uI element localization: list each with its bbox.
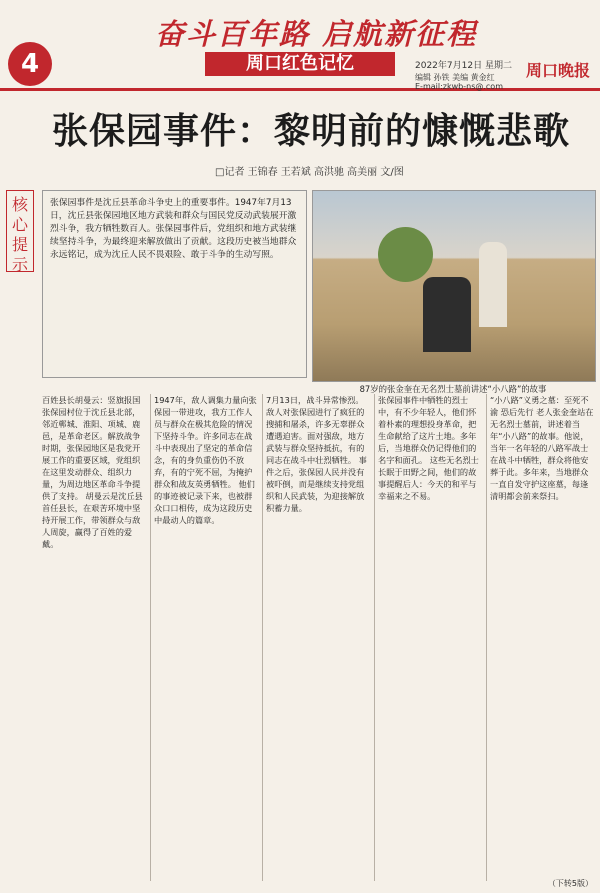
banner-main: 奋斗百年路 启航新征程 [155, 17, 478, 51]
core-summary-box: 张保园事件是沈丘县革命斗争史上的重要事件。1947年7月13日，沈丘县张保园地区地方武装和群众与国民党反动武装展开激烈斗争，我方牺牲数百人。张保园事件后，党组织和地方武装继续坚持斗争，为最终迎来解放做出了贡献。这段历史被当地群众永远铭记，成为沈丘人民不畏艰险、敢于斗争的生动写照。 [42, 190, 307, 378]
photo-tombstone [423, 277, 471, 352]
core-hint-label: 核心提示 [6, 190, 34, 272]
article-title: 张保园事件：黎明前的慷慨悲歌 [52, 110, 571, 152]
article-byline: □记者 王锦春 王若斌 高洪驰 高美丽 文/图 [215, 167, 404, 178]
column-divider-3 [374, 394, 375, 881]
article-column-5: “小八路”义勇之墓：至死不渝 恐后先行 老人张金奎站在无名烈士墓前，讲述着当年“小八路”的故事。他说，当年一名年轻的八路军战士在战斗中牺牲，群众将他安葬于此。多年来，当地群众一直自发守护这座墓，每逢清明都会前来祭扫。 [490, 395, 594, 501]
meta-email: E-mail:zkwb-ns@.com [415, 82, 503, 91]
photo-tree [378, 227, 433, 282]
photo-old-man [479, 242, 507, 327]
article-photo [312, 190, 596, 382]
banner-sub: 周口红色记忆 [205, 52, 395, 76]
article-column-2: 1947年，敌人调集力量向张保园一带进攻，我方工作人员与群众在极其危险的情况下坚持斗争。许多同志在战斗中表现出了坚定的革命信念，有的身负重伤仍不放弃，有的宁死不屈，为掩护群众和战友英勇牺牲。 他们的事迹被记录下来，也被群众口口相传，成为这段历史中最动人的篇章。 [154, 395, 257, 525]
article-body [42, 394, 594, 881]
photo-caption: 87岁的张金奎在无名烈士墓前讲述“小八路”的故事 [359, 384, 547, 394]
article-column-3: 7月13日，战斗异常惨烈。敌人对张保园进行了疯狂的搜捕和屠杀，许多无辜群众遭遇迫害。面对强敌，地方武装与群众坚持抵抗，有的同志在战斗中壮烈牺牲。 事件之后，张保园人民并没有被吓倒，而是继续支持党组织和人民武装，为迎接解放积蓄力量。 [266, 395, 367, 513]
column-divider-4 [486, 394, 487, 881]
paper-name: 周口晚报 [525, 61, 590, 80]
continued-note: （下转5版） [547, 879, 593, 888]
meta-date: 2022年7月12日 星期二 [415, 61, 512, 71]
article-column-1: 百姓县长胡曼云：竖旗报国 张保园村位于沈丘县北部，邻近郸城、淮阳、项城、鹿邑，是革命老区。解放战争时期，张保园地区是我党开展工作的重要区域，党组织在这里发动群众、组织力量，为周边地区革命斗争提供了支持。 胡曼云是沈丘县首任县长，在艰苦环境中坚持开展工作，带领群众与敌人周旋，赢得了百姓的爱戴。 [42, 395, 143, 549]
column-divider-1 [150, 394, 151, 881]
meta-editor: 编辑 孙铁 美编 黄金红 [415, 73, 495, 82]
article-column-4: 张保园事件中牺牲的烈士中，有不少年轻人，他们怀着朴素的理想投身革命，把生命献给了这片土地。多年后，当地群众仍记得他们的名字和面孔。 这些无名烈士长眠于田野之间，他们的故事提醒后人：今天的和平与幸福来之不易。 [378, 395, 479, 501]
page-number: 4 [8, 42, 52, 86]
newspaper-header [0, 0, 600, 91]
column-divider-2 [262, 394, 263, 881]
